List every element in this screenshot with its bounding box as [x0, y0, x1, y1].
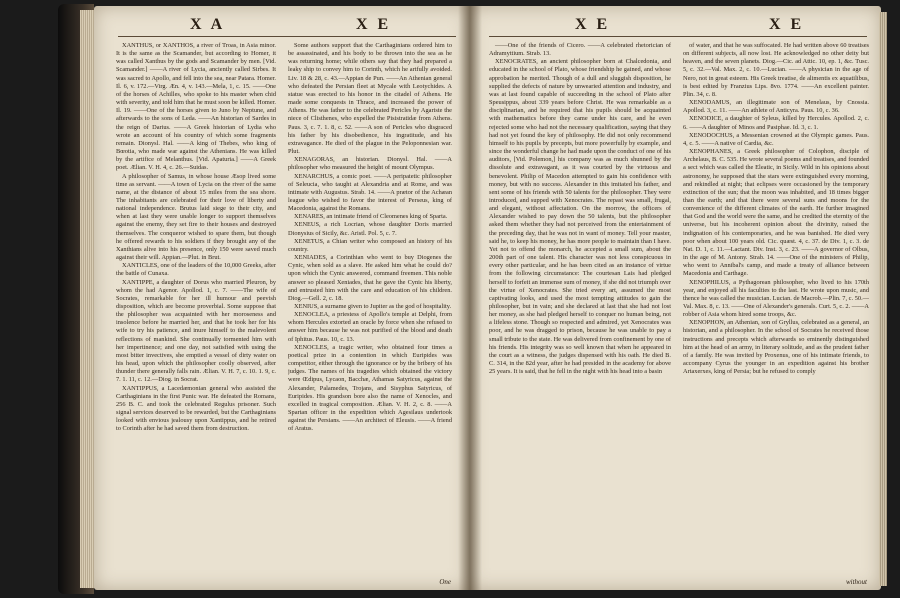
- catchword: One: [439, 578, 451, 586]
- entry-paragraph: XANTIPPUS, a Lacedæmonian general who assisted the Carthaginians in the first Punic war. He defeated the Romans, 256 B. C. and took the celebrated Regulus prisoner. Such signal services deserved to be rewarded, but the Carthaginians looked with envious jealousy upon Xantippus, and he retired to Corinth after he had saved them from destruction.: [116, 384, 276, 433]
- entry-paragraph: XENARES, an intimate friend of Cleomenes king of Sparta.: [294, 213, 448, 221]
- entry-paragraph: XENODOCHUS, a Messenian crowned at the Olympic games. Paus. 4, c. 5. ——A native of Cardia, &c.: [683, 131, 869, 147]
- entry-paragraph: XENOCRATES, an ancient philosopher born at Chalcedonia, and educated in the school of Plato, whose friendship he gained, and whose approbation he merited. Though of a dull and sluggish disposition, he supplied the defects of nature by unwearied attention and industry, and was at last found capable of succeeding in the school of Plato after Speusippus, about 339 years before Christ. He was remarkable as a disciplinarian, and he required that his pupils should be acquainted with mathematics before they came under his care, and he even rejected some who had not the necessary qualification, saying that they had not yet found the key of philosophy. He did not only recommend himself to his pupils by precepts, but more powerfully by example, and since the wonderful change he had made upon the conduct of one of his auditors, [Vid. Polemon,] his company was as much shunned by the dissolute and extravagant, as it was courted by the virtuous and benevolent. Philip of Macedon attempted to gain his confidence with money, but with no success. Alexander in this imitated his father, and sent some of his friends with 50 talents for the philosopher. They were introduced, and supped with Xenocrates. The repast was small, frugal, and elegant, without affectation. On the morrow, the officers of Alexander wished to pay down the 50 talents, but the philosopher asked them whether they had not perceived from the entertainment of the preceding day, that he was not in want of money. Tell your master, said he, to keep his money, he has more people to maintain than I have. Yet not to offend the monarch, he accepted a small sum, about the 200th part of one talent. His character was not less conspicuous in every other particular, and he has been cited as an instance of virtue from the following circumstance: The courtesan Lais had pledged herself to forfeit an immense sum of money, if she did not triumph over the virtue of Xenocrates. She tried every art, assumed the most captivating looks, and used the most tempting attitudes to gain the philosopher, but in vain; and she declared at last that she had not lost her money, as she had pledged herself to conquer no human being, not a lifeless stone. Though so respected and admired, yet Xenocrates was poor, and he was dragged to prison, because he was unable to pay a small tribute to the state. He was delivered from confinement by one of his friends. His integrity was so well known that when he appeared in the court as a witness, the judges dispensed with his oath. He died B. C. 314, in the 82d year, after he had presided in the academy for above 25 years. It is said, that he fell in the night with his head into a basin: [489, 58, 671, 376]
- entry-paragraph: XANTIPPE, a daughter of Dorus who married Pleuron, by whom the had Agenor. Apollod. 1, c. 7. ——The wife of Socrates, remarkable for her ill humour and peevish disposition, which are become proverbial. Some suppose that the philosopher was acquainted with her moroseness and insolence before he married her, and that he took her for his wife to try his patience, and inure himself to the malevolent reflections of mankind. She continually tormented him with her impertinence; and one day, not satisfied with using the most bitter invectives, she emptied a vessel of dirty water on his head, upon which the philosopher coolly observed, after thunder there generally falls rain. Ælian. V. H. 7, c. 10. 1. 9, c. 7. 1. 11, c. 12.—Diog. in Socrat.: [116, 278, 276, 384]
- entry-paragraph: XENOPHANES, a Greek philosopher of Colophon, disciple of Archelaus, B. C. 535. He wrote several poems and treatises, and founded a sect which was called the Eleatic, in Sicily. Wild in his opinions about astronomy, he supposed that the stars were extinguished every morning, and rekindled at night; that eclipses were occasioned by the temporary extinction of the sun; that the moon was inhabited, and 18 times bigger than the earth; and that there were several suns and moons for the convenience of the different climates of the earth. He further imagined that God and the world were the same, and he credited the eternity of the universe, but his incoherent opinion about the divinity, raised the indignation of his contemporaries, and he was banished. He died very poor when about 100 years old. Cic. quæst. 4, c. 37. de Div. 1, c. 3. de Nat. D. 1, c. 11.—Lactant. Div. Inst. 3, c. 23. ——A governor of Olbus, in the age of M. Antony. Strab. 14. ——One of the ministers of Philip, who went to Annibal's camp, and made a treaty of alliance between Macedonia and Carthage.: [683, 148, 869, 278]
- entry-paragraph: ——One of the friends of Cicero. ——A celebrated rhetorician of Adramyttium. Strab. 13.: [489, 42, 671, 58]
- open-book: [58, 4, 884, 594]
- left-page-column-2: [288, 42, 452, 588]
- entry-paragraph: XENEUS, a rich Locrian, whose daughter Doris married Dionysius of Sicily, &c. Aristl. Pol. 5, c. 7.: [288, 221, 452, 237]
- entry-paragraph: XENIADES, a Corinthian who went to buy Diogenes the Cynic, when sold as a slave. He asked him what he could do? upon which the Cynic answered, command freemen. This noble answer so pleased Xeniades, that he gave the Cynic his liberty, and entrusted him with the care and education of his children. Diog.—Gell. 2, c. 18.: [288, 254, 452, 302]
- entry-paragraph: A philosopher of Samus, in whose house Æsop lived some time as servant. ——A town of Lycia on the river of the same name, at the distance of about 15 miles from the sea shore. The inhabitants are celebrated for their love of liberty and national independence. Brutus laid siege to their city, and when at last they were unable longer to support themselves against the enemy, they set fire to their houses and destroyed themselves. The conqueror wished to spare them, but though he offered rewards to his soldiers if they brought any of the Xanthians alive into his presence, only 150 were saved much against their will. Appian.—Plut. in Brut.: [116, 172, 276, 262]
- left-page-column-1: [116, 42, 276, 588]
- entry-paragraph: XENOCLEA, a priestess of Apollo's temple at Delphi, from whom Hercules extorted an oracle by force when she refused to answer him because he was not purified of the blood and death of Iphitus. Paus. 10, c. 13.: [288, 311, 452, 343]
- right-page-header-left: X E: [575, 16, 611, 33]
- right-page: [469, 6, 881, 590]
- entry-paragraph: XENOPHON, an Athenian, son of Gryllus, celebrated as a general, an historian, and a philosopher. In the school of Socrates he received those instructions and precepts which afterwards so eminently distinguished him at the head of an army, in literary solitude, and as the prudent father of a family. He was invited by Proxenus, one of his intimate friends, to accompany Cyrus the younger in an expedition against his brother Artaxerxes, king of Persia; but he refused to comply: [683, 319, 869, 376]
- entry-paragraph: XENOCLES, a tragic writer, who obtained four times a poetical prize in a contention in which Euripides was competitor, either through the ignorance or by the bribery of his judges. The names of his tragedies which obtained the victory were Œdipus, Lycaon, Bacchæ, Athamas Satyricus, against the Alexander, Palamedes, Trojans, and Sisyphus Satyricus, of Euripides. His grandson bore also the name of Xenocles, and excelled in tragical composition. Ælian. V. H. 2, c. 8. ——A Spartan officer in the expedition which Agesilaus undertook against the Persians. ——An architect of Eleusis. ——A friend of Aratus.: [288, 343, 452, 433]
- entry-paragraph: XENOPHILUS, a Pythagorean philosopher, who lived to his 170th year, and enjoyed all his faculties to the last. He wrote upon music, and thence he was called the musician. Lucian. de Macrob.—Plin. 7, c. 50.—Val. Max. 8, c. 13. ——One of Alexander's generals. Curt. 5, c. 2. ——A robber of Asia whom hired some troops, &c.: [683, 278, 869, 319]
- right-page-column-2: [683, 42, 869, 588]
- page-edges-right: [879, 12, 887, 586]
- entry-paragraph: of water, and that he was suffocated. He had written above 60 treatises on different subjects, all now lost. He acknowledged no other deity but heaven, and the seven planets. Diog.—Cic. ad Attic. 10, ep. 1, &c. Tusc. 5, c. 32.—Val. Max. 2, c. 10.—Lucian. ——A physician in the age of Nero, not in great esteem. His Greek treatise, de alimentis ex aquatilibus, is best edited by Franzius Lips. 8vo. 1774. ——An excellent painter. Plin. 34, c. 8.: [683, 42, 869, 98]
- entry-paragraph: XENETUS, a Chian writer who composed an history of his country.: [288, 237, 452, 253]
- left-page-header-right: X E: [356, 16, 392, 33]
- left-page: [94, 6, 469, 590]
- entry-paragraph: XANTICLES, one of the leaders of the 10,000 Greeks, after the battle of Cunaxa.: [116, 262, 276, 278]
- right-page-column-1: [489, 42, 671, 588]
- entry-paragraph: Some authors support that the Carthaginians ordered him to be assassinated, and his body to be thrown into the sea as he was returning home; while others say that they had prepared a leaky ship to convey him to Corinth, which he artfully avoided. Liv. 18 & 28, c. 43.—Appian de Pun. ——An Athenian general who defeated the Persian fleet at Mycale with Leotychides. A statue was erected to his honor in the citadel of Athens. He made some conquests in Thrace, and increased the power of Athens. He was father to the celebrated Pericles by Agariste the niece of Clisthenes, who expelled the Pisistratidæ from Athens. Paus. 3, c. 7. 1. 8, c. 52. ——A son of Pericles who disgraced his father by his disobedience, his ingratitude, and his extravagance. He died of the plague in the Peloponnesian war. Plut.: [288, 42, 452, 156]
- entry-paragraph: XENARCHUS, a comic poet. ——A peripatetic philosopher of Seleucia, who taught at Alexandria and at Rome, and was intimate with Augustus. Strab. 14. ——A prætor of the Achæan league who wished to favor the interest of Perseus, king of Macedonia, against the Romans.: [288, 172, 452, 213]
- catchword: without: [845, 578, 867, 586]
- entry-paragraph: XENODAMUS, an illegitimate son of Menelaus, by Cnossia. Apollod. 3, c. 11. ——An athlete of Anticyra. Paus. 10, c. 36.: [683, 99, 869, 115]
- right-page-header-right: X E: [769, 16, 805, 33]
- entry-paragraph: XENIUS, a surname given to Jupiter as the god of hospitality.: [294, 303, 452, 310]
- header-rule: [118, 36, 456, 37]
- header-rule: [489, 36, 867, 37]
- left-page-header-left: X A: [190, 16, 226, 33]
- entry-paragraph: XANTHUS, or XANTHOS, a river of Troas, in Asia minor. It is the same as the Scamander, but according to Homer, it was called Xanthus by the gods and Scamander by men. [Vid. Scamander.] ——A river of Lycia, anciently called Sirbes. It was sacred to Apollo, and fell into the sea, near Patara. Homer. Il. 6, v. 172.—Virg. Æn. 4, v. 143.—Mela, 1, c. 15. ——One of the horses of Achilles, who spoke to his master when chid with severity, and told him that he must soon be killed. Homer. Il. 19. ——One of the horses given to Juno by Neptune, and afterwards to the sons of Leda. ——An historian of Sardes in the reign of Darius. ——A Greek historian of Lydia who wrote an account of his country of which some fragments remain. Dionysl. Hal. ——A king of Thebes, who king of Bœotia, who made war against the Athenians. He was killed by the artifice of Melanthus. [Vid. Apaturia.] ——A Greek poet. Ælian. V. H. 4, c. 26.—Suidas.: [116, 42, 276, 172]
- entry-paragraph: XENAGORAS, an historian. Dionysl. Hal. ——A philosopher who measured the height of mount Olympus.: [288, 156, 452, 172]
- entry-paragraph: XENODICE, a daughter of Syleus, killed by Hercules. Apollod. 2, c. 6. ——A daughter of Minos and Pasiphae. Id. 3, c. 1.: [683, 115, 869, 131]
